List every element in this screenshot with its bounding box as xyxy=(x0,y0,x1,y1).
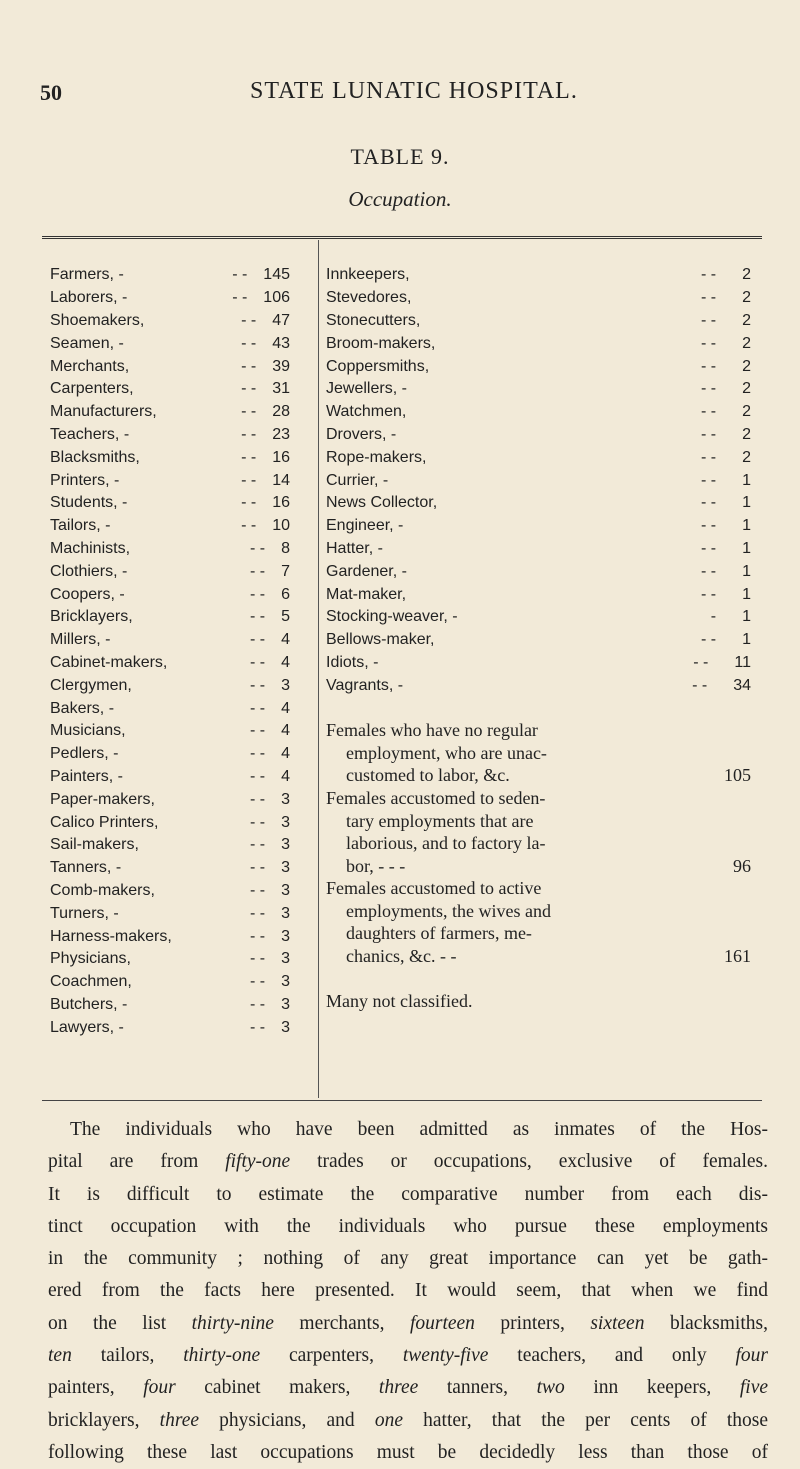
table-row xyxy=(326,446,751,469)
leader-dashes: - - xyxy=(249,973,266,991)
occupation-name: Pedlers, - xyxy=(50,745,119,763)
occupation-count: 2 xyxy=(742,448,751,466)
occupation-count: 1 xyxy=(742,471,751,489)
paragraph-text: fourteen xyxy=(409,1312,475,1334)
leader-dashes: - - xyxy=(700,494,717,512)
occupation-count: 3 xyxy=(281,927,290,945)
occupation-count: 4 xyxy=(281,745,290,763)
column-divider xyxy=(318,240,319,1098)
paragraph-text: ten xyxy=(48,1345,72,1367)
paragraph-text: three xyxy=(159,1409,200,1431)
table-row xyxy=(326,652,751,675)
occupation-count: 2 xyxy=(742,403,751,421)
occupation-name: Coachmen, xyxy=(50,973,132,991)
occupation-count: 3 xyxy=(281,790,290,808)
paragraph-text: twenty-five xyxy=(402,1345,489,1367)
leader-dashes: - - xyxy=(249,722,266,740)
leader-dashes: - - xyxy=(249,631,266,649)
table-subtitle: Occupation. xyxy=(348,187,452,211)
occupation-count: 3 xyxy=(281,995,290,1013)
occupation-count: 16 xyxy=(272,494,290,512)
occupation-count: 3 xyxy=(281,859,290,877)
female-category-text: Females accustomed to seden- xyxy=(326,787,546,808)
leader-dashes: - - xyxy=(241,448,257,466)
leader-dashes: - - xyxy=(241,357,257,375)
occupation-name: Turners, - xyxy=(50,904,119,922)
table-row xyxy=(326,264,751,287)
occupation-name: Drovers, - xyxy=(326,425,397,443)
occupation-count: 3 xyxy=(281,881,290,899)
paragraph-text: The individuals who have been admitted as inmates of the Hos- xyxy=(70,1119,768,1140)
table-row xyxy=(326,629,751,652)
leader-dashes: - - xyxy=(249,699,266,717)
leader-dashes: - - xyxy=(700,403,717,421)
leader-dashes: - - xyxy=(249,745,266,763)
occupation-name: Butchers, - xyxy=(50,995,128,1013)
female-category-text: laborious, and to factory la- xyxy=(346,833,546,854)
occupation-count: 39 xyxy=(272,357,290,375)
female-category-text: Females accustomed to active xyxy=(326,878,542,899)
occupation-count: 1 xyxy=(742,608,751,626)
female-category-text: employment, who are unac- xyxy=(346,742,547,763)
table-row xyxy=(50,857,290,880)
occupation-name: Tailors, - xyxy=(50,517,111,535)
occupation-name: News Collector, xyxy=(326,494,438,512)
occupation-name: Stocking-weaver, - xyxy=(326,608,458,626)
leader-dashes: - - xyxy=(249,859,266,877)
table-row xyxy=(50,994,290,1017)
occupation-count: 4 xyxy=(281,653,290,671)
paragraph-text: sixteen xyxy=(590,1312,645,1334)
table-row xyxy=(326,674,751,697)
leader-dashes: - - xyxy=(249,813,266,831)
table-title: TABLE 9. xyxy=(350,144,450,169)
leader-dashes: - - xyxy=(249,790,266,808)
occupation-count: 3 xyxy=(281,904,290,922)
leader-dashes: - - xyxy=(249,539,266,557)
table-row xyxy=(50,355,290,378)
occupation-count: 10 xyxy=(272,517,290,535)
table-row xyxy=(50,811,290,834)
occupation-count: 2 xyxy=(742,425,751,443)
table-row xyxy=(50,629,290,652)
paragraph-text: five xyxy=(739,1377,769,1399)
table-row xyxy=(50,697,290,720)
occupation-name: Blacksmiths, xyxy=(50,448,140,466)
female-category xyxy=(326,788,751,878)
occupation-name: Stonecutters, xyxy=(326,311,421,329)
occupation-column-left xyxy=(50,264,290,1039)
occupation-name: Vagrants, - xyxy=(326,676,404,694)
occupation-name: Merchants, xyxy=(50,357,130,375)
table-row xyxy=(50,583,290,606)
table-row xyxy=(326,583,751,606)
occupation-count: 3 xyxy=(281,973,290,991)
table-row xyxy=(326,310,751,333)
leader-dashes: - - xyxy=(241,517,257,535)
table-row xyxy=(50,880,290,903)
paragraph-text: trades or occupations, exclusive of females. xyxy=(290,1151,768,1173)
leader-dashes: - - xyxy=(241,380,257,398)
leader-dashes: - - xyxy=(700,334,717,352)
occupation-count: 7 xyxy=(281,562,290,580)
paragraph-text: four xyxy=(143,1377,176,1399)
occupation-count: 4 xyxy=(281,631,290,649)
female-category-line xyxy=(326,901,751,924)
not-classified-note: Many not classified. xyxy=(326,990,473,1011)
occupation-count: 3 xyxy=(281,950,290,968)
occupation-name: Shoemakers, xyxy=(50,311,145,329)
occupation-count: 3 xyxy=(281,836,290,854)
paragraph-line xyxy=(48,1211,768,1243)
leader-dashes: - - xyxy=(249,881,266,899)
female-category-line xyxy=(326,833,751,856)
paragraph-text: merchants, xyxy=(273,1312,410,1334)
female-category-text: chanics, &c. - - xyxy=(346,946,457,967)
table-row xyxy=(326,424,751,447)
female-category-line xyxy=(326,946,751,969)
female-category-count: 161 xyxy=(724,946,751,967)
paragraph-text: pital are from xyxy=(48,1151,226,1173)
leader-dashes: - - xyxy=(241,311,257,329)
paragraph-text: four xyxy=(735,1345,768,1367)
paragraph-text: bricklayers, xyxy=(48,1409,160,1431)
occupation-name: Tanners, - xyxy=(50,859,122,877)
paragraph-text: fifty-one xyxy=(225,1151,291,1173)
leader-dashes: - - xyxy=(700,539,717,557)
occupation-count: 2 xyxy=(742,311,751,329)
table-bottom-rule xyxy=(42,1100,762,1101)
running-head: STATE LUNATIC HOSPITAL. xyxy=(250,78,578,104)
occupation-name: Stevedores, xyxy=(326,289,412,307)
occupation-count: 16 xyxy=(272,448,290,466)
occupation-count: 2 xyxy=(742,380,751,398)
paragraph-text: tinct occupation with the individuals who pursue these employments xyxy=(48,1215,768,1237)
table-row xyxy=(50,401,290,424)
occupation-count: 4 xyxy=(281,699,290,717)
table-row xyxy=(326,560,751,583)
female-category-text: customed to labor, &c. xyxy=(346,765,510,786)
leader-dashes: - - xyxy=(700,631,717,649)
table-row xyxy=(326,332,751,355)
occupation-name: Coppersmiths, xyxy=(326,357,430,375)
table-row xyxy=(50,606,290,629)
leader-dashes: - - xyxy=(249,927,266,945)
occupation-name: Printers, - xyxy=(50,471,120,489)
paragraph-text: physicians, and xyxy=(199,1409,375,1431)
occupation-name: Bricklayers, xyxy=(50,608,133,626)
occupation-column-right xyxy=(326,264,751,1012)
leader-dashes: - - xyxy=(700,448,717,466)
occupation-name: Coopers, - xyxy=(50,585,125,603)
female-category-text: bor, - - - xyxy=(346,855,406,876)
female-category-count: 96 xyxy=(733,855,751,876)
table-row xyxy=(50,788,290,811)
occupation-count: 2 xyxy=(742,289,751,307)
table-row xyxy=(50,538,290,561)
leader-dashes: - - xyxy=(241,471,257,489)
occupation-name: Physicians, xyxy=(50,950,131,968)
occupation-name: Jewellers, - xyxy=(326,380,407,398)
table-row xyxy=(50,902,290,925)
table-row xyxy=(50,834,290,857)
occupation-count: 8 xyxy=(281,539,290,557)
table-row xyxy=(50,948,290,971)
occupation-count: 4 xyxy=(281,722,290,740)
occupation-count: 106 xyxy=(263,289,290,307)
table-row xyxy=(326,469,751,492)
occupation-name: Hatter, - xyxy=(326,539,383,557)
occupation-name: Painters, - xyxy=(50,767,123,785)
leader-dashes: - - xyxy=(700,266,717,284)
occupation-name: Cabinet-makers, xyxy=(50,653,168,671)
occupation-name: Clergymen, xyxy=(50,676,132,694)
paragraph-line xyxy=(48,1340,768,1372)
occupation-name: Bellows-maker, xyxy=(326,631,435,649)
paragraph-text: in the community ; nothing of any great importance can yet be gath- xyxy=(48,1248,768,1270)
occupation-name: Sail-makers, xyxy=(50,836,139,854)
table-row xyxy=(50,925,290,948)
occupation-name: Lawyers, - xyxy=(50,1018,124,1036)
female-category-count: 105 xyxy=(724,765,751,786)
leader-dashes: - - xyxy=(241,334,257,352)
table-row xyxy=(326,606,751,629)
occupation-name: Idiots, - xyxy=(326,653,379,671)
leader-dashes: - - xyxy=(700,380,717,398)
occupation-count: 1 xyxy=(742,494,751,512)
occupation-name: Engineer, - xyxy=(326,517,404,535)
female-category-text: employments, the wives and xyxy=(346,900,551,921)
occupation-count: 3 xyxy=(281,676,290,694)
paragraph-text: on the list xyxy=(48,1312,192,1334)
table-row xyxy=(50,492,290,515)
table-row xyxy=(50,332,290,355)
female-category-line xyxy=(326,811,751,834)
occupation-name: Laborers, - xyxy=(50,289,128,307)
occupation-count: 2 xyxy=(742,357,751,375)
female-category-line xyxy=(326,720,751,743)
paragraph-text: blacksmiths, xyxy=(644,1312,768,1334)
table-row xyxy=(326,515,751,538)
leader-dashes: - - xyxy=(700,357,717,375)
leader-dashes: - - xyxy=(249,608,266,626)
paragraph-line xyxy=(48,1308,768,1340)
occupation-name: Paper-makers, xyxy=(50,790,155,808)
occupation-name: Machinists, xyxy=(50,539,131,557)
occupation-count: 1 xyxy=(742,562,751,580)
leader-dashes: - - xyxy=(249,950,266,968)
leader-dashes: - - xyxy=(249,676,266,694)
occupation-name: Clothiers, - xyxy=(50,562,128,580)
occupation-count: 2 xyxy=(742,266,751,284)
table-row xyxy=(326,355,751,378)
female-category-text: daughters of farmers, me- xyxy=(346,923,532,944)
paragraph-line xyxy=(48,1275,768,1307)
table-row xyxy=(326,538,751,561)
female-category xyxy=(326,878,751,968)
table-row xyxy=(50,378,290,401)
leader-dashes: - - xyxy=(249,562,266,580)
paragraph-text: thirty-one xyxy=(183,1345,261,1367)
occupation-count: 4 xyxy=(281,767,290,785)
paragraph-line xyxy=(48,1146,768,1178)
occupation-name: Farmers, - xyxy=(50,266,124,284)
females-section xyxy=(326,720,751,969)
paragraph-text: hatter, that the per cents of those xyxy=(403,1409,769,1431)
leader-dashes: - - xyxy=(241,425,257,443)
table-row xyxy=(50,310,290,333)
leader-dashes: - xyxy=(710,608,717,626)
paragraph-text: tailors, xyxy=(71,1345,184,1367)
page-number: 50 xyxy=(40,80,62,105)
occupation-count: 14 xyxy=(272,471,290,489)
paragraph-text: teachers, and only xyxy=(488,1345,736,1367)
occupation-name: Teachers, - xyxy=(50,425,130,443)
leader-dashes: - - xyxy=(700,311,717,329)
leader-dashes: - - xyxy=(249,585,266,603)
occupation-name: Manufacturers, xyxy=(50,403,157,421)
occupation-count: 1 xyxy=(742,539,751,557)
table-row xyxy=(50,766,290,789)
occupation-name: Millers, - xyxy=(50,631,111,649)
table-top-rule xyxy=(42,236,762,239)
occupation-count: 5 xyxy=(281,608,290,626)
occupation-count: 145 xyxy=(263,266,290,284)
leader-dashes: - - xyxy=(700,425,717,443)
table-row xyxy=(326,492,751,515)
occupation-count: 43 xyxy=(272,334,290,352)
leader-dashes: - - xyxy=(241,403,257,421)
female-category-line xyxy=(326,878,751,901)
paragraph-text: cabinet makers, xyxy=(175,1377,379,1399)
occupation-name: Comb-makers, xyxy=(50,881,155,899)
paragraph-line xyxy=(48,1114,768,1146)
table-row xyxy=(50,743,290,766)
paragraph-text: two xyxy=(536,1377,565,1399)
occupation-name: Broom-makers, xyxy=(326,334,436,352)
leader-dashes: - - xyxy=(693,653,709,671)
occupation-count: 6 xyxy=(281,585,290,603)
occupation-count: 34 xyxy=(733,676,751,694)
leader-dashes: - - xyxy=(241,494,257,512)
occupation-count: 28 xyxy=(272,403,290,421)
paragraph-text: inn keepers, xyxy=(564,1377,740,1399)
table-row xyxy=(326,378,751,401)
leader-dashes: - - xyxy=(700,585,717,603)
occupation-name: Gardener, - xyxy=(326,562,407,580)
leader-dashes: - - xyxy=(249,904,266,922)
occupation-count: 3 xyxy=(281,1018,290,1036)
female-category-line xyxy=(326,765,751,788)
leader-dashes: - - xyxy=(700,562,717,580)
occupation-count: 1 xyxy=(742,631,751,649)
leader-dashes: - - xyxy=(700,517,717,535)
body-paragraph xyxy=(48,1114,768,1469)
leader-dashes: - - xyxy=(692,676,708,694)
table-row xyxy=(50,720,290,743)
occupation-count: 1 xyxy=(742,517,751,535)
table-row xyxy=(50,264,290,287)
occupation-count: 11 xyxy=(734,653,751,671)
leader-dashes: - - xyxy=(249,836,266,854)
table-row xyxy=(50,469,290,492)
female-category-text: Females who have no regular xyxy=(326,720,538,741)
table-row xyxy=(326,401,751,424)
table-row xyxy=(50,446,290,469)
paragraph-line xyxy=(48,1405,768,1437)
occupation-name: Innkeepers, xyxy=(326,266,410,284)
paragraph-text: carpenters, xyxy=(260,1345,403,1367)
leader-dashes: - - xyxy=(700,471,717,489)
table-row xyxy=(50,560,290,583)
paragraph-text: one xyxy=(374,1409,403,1431)
paragraph-text: It is difficult to estimate the comparative number from each dis- xyxy=(48,1183,768,1205)
leader-dashes: - - xyxy=(232,266,248,284)
table-row xyxy=(50,1016,290,1039)
leader-dashes: - - xyxy=(249,767,266,785)
paragraph-text: ered from the facts here presented. It would seem, that when we find xyxy=(48,1280,768,1302)
occupation-count: 3 xyxy=(281,813,290,831)
table-row xyxy=(50,515,290,538)
occupation-count: 23 xyxy=(272,425,290,443)
paragraph-line xyxy=(48,1179,768,1211)
paragraph-text: painters, xyxy=(48,1377,144,1399)
occupation-name: Bakers, - xyxy=(50,699,115,717)
paragraph-line xyxy=(48,1243,768,1275)
leader-dashes: - - xyxy=(700,289,717,307)
paragraph-text: thirty-nine xyxy=(191,1312,274,1334)
leader-dashes: - - xyxy=(232,289,248,307)
occupation-name: Rope-makers, xyxy=(326,448,427,466)
female-category-text: tary employments that are xyxy=(346,810,534,831)
female-category-line xyxy=(326,923,751,946)
table-row xyxy=(50,424,290,447)
table-row xyxy=(50,674,290,697)
occupation-name: Musicians, xyxy=(50,722,126,740)
occupation-count: 2 xyxy=(742,334,751,352)
table-row xyxy=(50,652,290,675)
female-category-line xyxy=(326,743,751,766)
paragraph-text: following these last occupations must be decidedly less than those of xyxy=(48,1441,768,1463)
female-category xyxy=(326,720,751,788)
leader-dashes: - - xyxy=(249,1018,266,1036)
leader-dashes: - - xyxy=(249,995,266,1013)
occupation-name: Students, - xyxy=(50,494,128,512)
occupation-name: Watchmen, xyxy=(326,403,407,421)
paragraph-line xyxy=(48,1372,768,1404)
female-category-line xyxy=(326,856,751,879)
occupation-name: Harness-makers, xyxy=(50,927,172,945)
occupation-count: 1 xyxy=(742,585,751,603)
table-row xyxy=(326,287,751,310)
occupation-count: 31 xyxy=(272,380,290,398)
paragraph-text: printers, xyxy=(474,1312,591,1334)
occupation-name: Mat-maker, xyxy=(326,585,407,603)
occupation-name: Carpenters, xyxy=(50,380,134,398)
leader-dashes: - - xyxy=(249,653,266,671)
occupation-name: Seamen, - xyxy=(50,334,124,352)
paragraph-text: tanners, xyxy=(418,1377,537,1399)
paragraph-line xyxy=(48,1437,768,1469)
occupation-count: 47 xyxy=(272,311,290,329)
occupation-name: Currier, - xyxy=(326,471,389,489)
table-row xyxy=(50,971,290,994)
table-row xyxy=(50,287,290,310)
female-category-line xyxy=(326,788,751,811)
paragraph-text: three xyxy=(378,1377,419,1399)
occupation-name: Calico Printers, xyxy=(50,813,159,831)
